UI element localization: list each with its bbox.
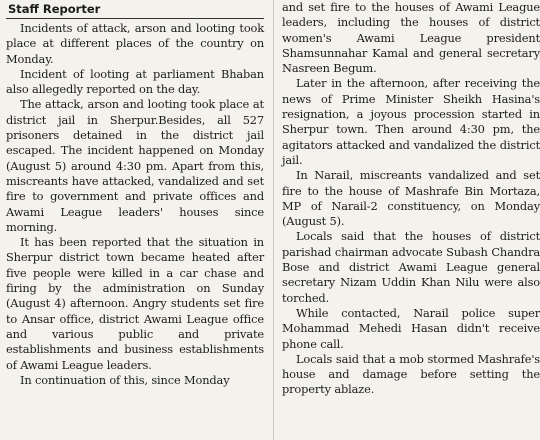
paragraph: Later in the afternoon, after receiving the news of Prime Minister Sheikh Hasina's resignation, a joyous procession started in Sherpur town. Then around 4:30 pm, the agitators attacked and vandalized the district jail. (282, 76, 540, 167)
paragraph: In Narail, miscreants vandalized and set fire to the house of Mashrafe Bin Mortaza, MP of Narail-2 constituency, on Monday (August 5). (282, 168, 540, 229)
left-column (6, 0, 264, 388)
paragraph: Incident of looting at parliament Bhaban also allegedly reported on the day. (6, 66, 264, 97)
paragraph: The attack, arson and looting took place at district jail in Sherpur.Besides, all 527 prisoners detained in the district jail escaped. The incident happened on Monday (August 5) around 4:30 pm. Apart from this, miscreants have attacked, vandalized and set fire to government and private offices and Awami League leaders' houses since morning. (6, 97, 264, 234)
paragraph: While contacted, Narail police super Mohammad Mehedi Hasan didn't receive phone call. (282, 305, 540, 351)
paragraph: and set fire to the houses of Awami League leaders, including the houses of district women's Awami League president Shamsunnahar Kamal and general secretary Nasreen Begum. (282, 0, 540, 76)
column-divider (273, 0, 274, 440)
paragraph: It has been reported that the situation in Sherpur district town became heated after five people were killed in a car chase and firing by the administration on Sunday (August 4) afternoon. Angry students set fire to Ansar office, district Awami League office and various public and private establishments and business establishments of Awami League leaders. (6, 235, 264, 372)
paragraph: Incidents of attack, arson and looting took place at different places of the country on Monday. (6, 21, 264, 66)
paragraph: Locals said that a mob stormed Mashrafe's house and damage before setting the property ablaze. (282, 351, 540, 397)
paragraph: Locals said that the houses of district parishad chairman advocate Subash Chandra Bose and district Awami League general secretary Nizam Uddin Khan Nilu were also torched. (282, 229, 540, 305)
byline: Staff Reporter (6, 0, 264, 19)
paragraph: In continuation of this, since Monday (20, 372, 230, 387)
right-column (282, 0, 540, 398)
